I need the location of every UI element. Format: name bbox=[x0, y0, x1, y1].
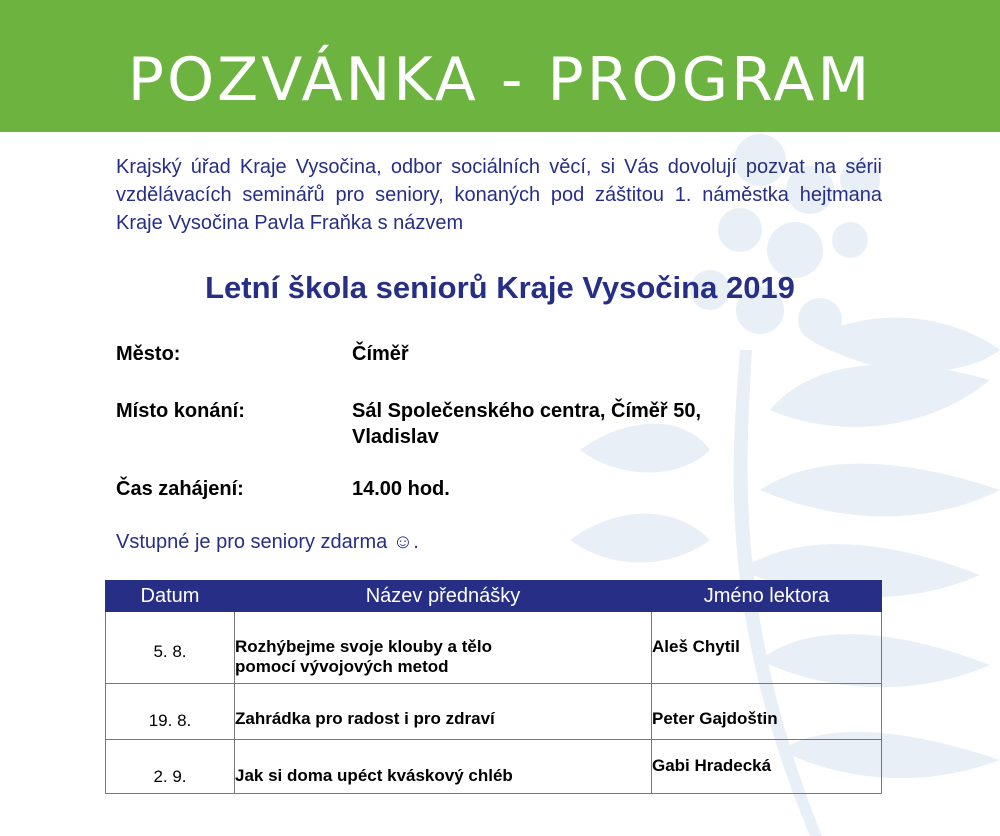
row-date bbox=[106, 684, 235, 740]
row-lecturer bbox=[652, 740, 882, 794]
city-value: Číměř bbox=[352, 343, 409, 365]
event-title: Letní škola seniorů Kraje Vysočina 2019 bbox=[205, 270, 795, 305]
time-label: Čas zahájení: bbox=[116, 478, 244, 500]
program-table bbox=[105, 580, 882, 794]
header-lecture: Název přednášky bbox=[235, 581, 652, 612]
row-lecturer-text: Aleš Chytil bbox=[652, 637, 740, 656]
intro-paragraph: Krajský úřad Kraje Vysočina, odbor sociálních věcí, si Vás dovolují pozvat na sérii vzdělávacích seminářů pro seniory, konaných pod záštitou 1. náměstka hejtmana Kraje Vysočina Pavla Fraňka s názvem bbox=[116, 156, 882, 234]
header-date: Datum bbox=[106, 581, 235, 612]
row-lecture bbox=[235, 684, 652, 740]
row-lecture bbox=[235, 612, 652, 684]
page-title: POZVÁNKA - PROGRAM bbox=[127, 45, 873, 115]
city-label: Město: bbox=[116, 343, 181, 365]
venue-value-line2: Vladislav bbox=[352, 426, 439, 448]
table-row bbox=[106, 684, 882, 740]
row-lecturer bbox=[652, 612, 882, 684]
row-date bbox=[106, 612, 235, 684]
venue-value-line1: Sál Společenského centra, Číměř 50, bbox=[352, 400, 702, 422]
row-lecturer-text: Gabi Hradecká bbox=[652, 756, 772, 775]
row-lecture-line1: Jak si doma upéct kváskový chléb bbox=[235, 766, 513, 785]
row-date bbox=[106, 740, 235, 794]
entry-note: Vstupné je pro seniory zdarma ☺. bbox=[116, 531, 419, 553]
row-date-text: 19. 8. bbox=[148, 711, 192, 730]
row-lecture-line2: pomocí vývojových metod bbox=[235, 657, 449, 676]
row-lecture bbox=[235, 740, 652, 794]
table-row bbox=[106, 612, 882, 684]
row-date-text: 5. 8. bbox=[153, 642, 187, 661]
table-header-row bbox=[106, 581, 882, 612]
row-lecturer bbox=[652, 684, 882, 740]
header-lecturer: Jméno lektora bbox=[652, 581, 882, 612]
row-lecture-line1: Zahrádka pro radost i pro zdraví bbox=[235, 709, 495, 728]
venue-label: Místo konání: bbox=[116, 400, 245, 422]
row-lecture-line1: Rozhýbejme svoje klouby a tělo bbox=[235, 637, 492, 656]
time-value: 14.00 hod. bbox=[352, 478, 450, 500]
table-row bbox=[106, 740, 882, 794]
row-date-text: 2. 9. bbox=[153, 767, 187, 786]
row-lecturer-text: Peter Gajdoštin bbox=[652, 709, 778, 728]
